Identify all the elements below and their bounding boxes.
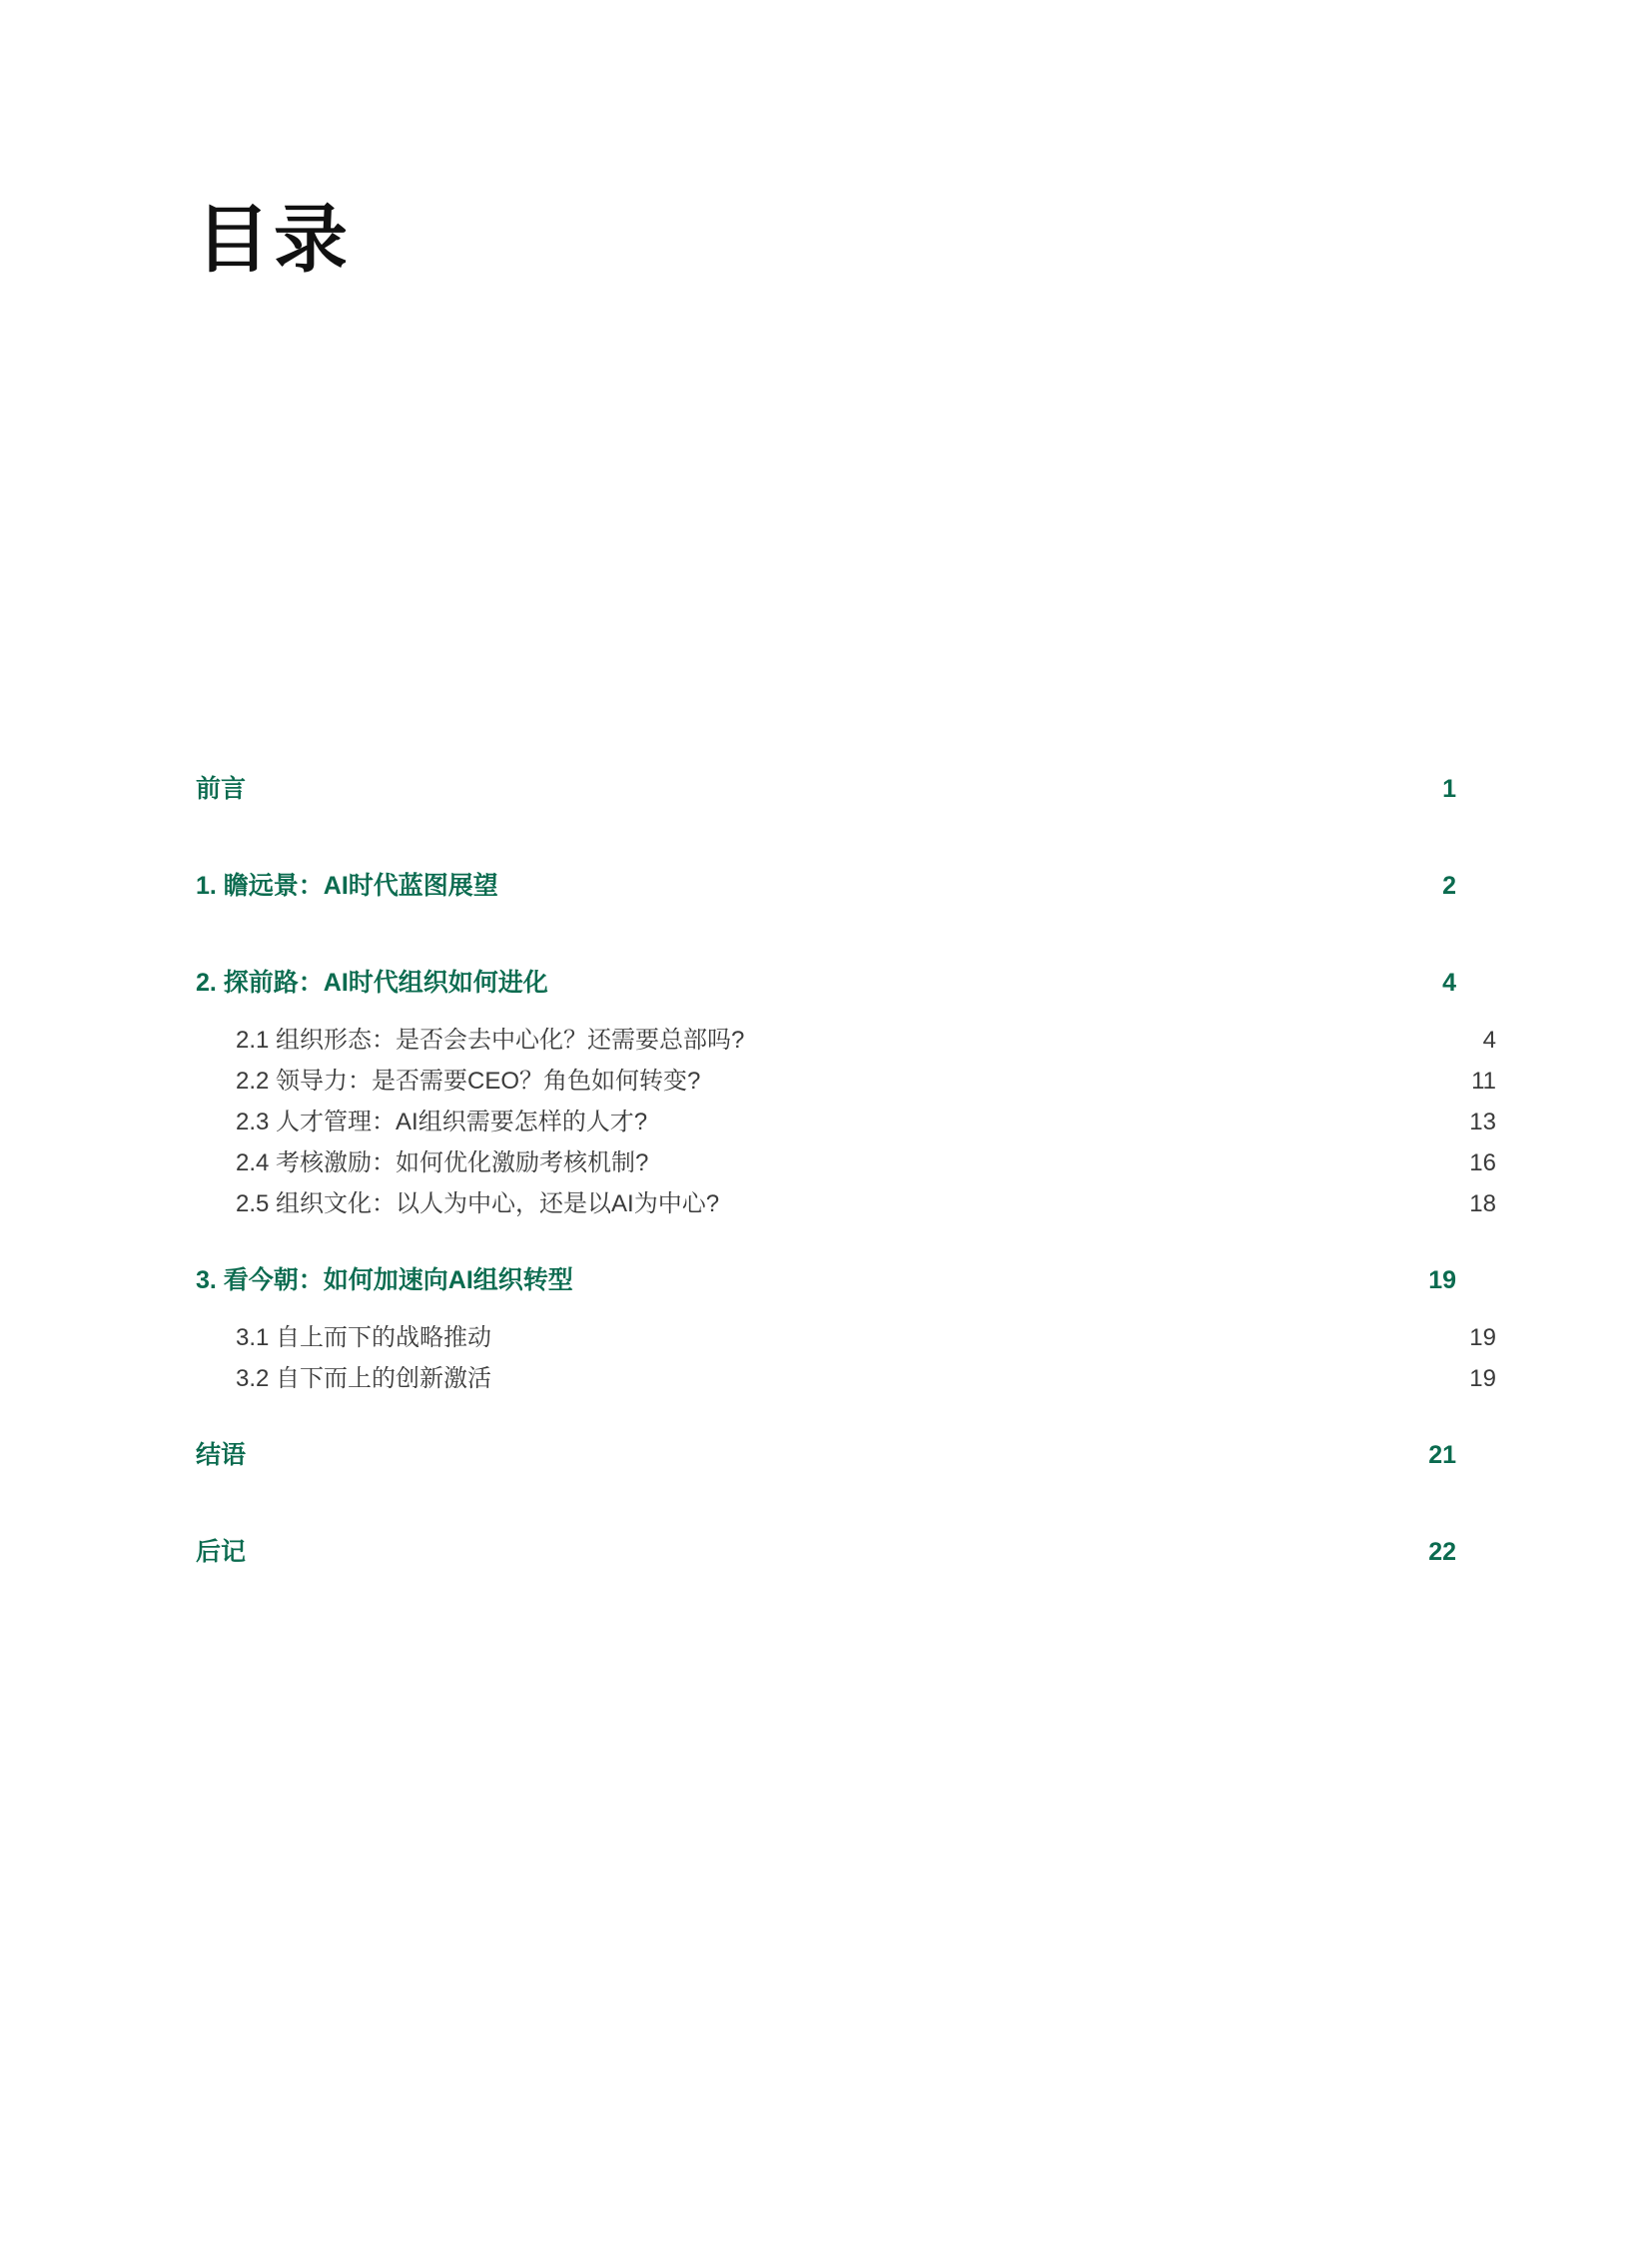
toc-entry-label: 3.1 自上而下的战略推动 xyxy=(236,1324,492,1351)
toc-entry-label: 2.1 组织形态：是否会去中心化？还需要总部吗? xyxy=(236,1027,745,1054)
toc-entry[interactable] xyxy=(196,1102,1496,1142)
toc-entry[interactable] xyxy=(196,1142,1496,1183)
table-of-contents xyxy=(196,769,1496,1573)
toc-entry-label: 3. 看今朝：如何加速向AI组织转型 xyxy=(196,1266,573,1294)
toc-entry[interactable] xyxy=(196,1260,1456,1301)
toc-entry-page-number: 21 xyxy=(1428,1441,1456,1469)
toc-entry[interactable] xyxy=(196,1532,1456,1573)
toc-entry-label: 3.2 自下而上的创新激活 xyxy=(236,1365,492,1392)
toc-entry-page-number: 2 xyxy=(1442,872,1456,900)
toc-entry-label: 1. 瞻远景：AI时代蓝图展望 xyxy=(196,872,498,900)
toc-entry-page-number: 19 xyxy=(1469,1365,1496,1392)
toc-entry-label: 后记 xyxy=(196,1538,247,1566)
toc-entry-label: 2.2 领导力：是否需要CEO？角色如何转变? xyxy=(236,1068,701,1095)
toc-entry-page-number: 13 xyxy=(1469,1109,1496,1135)
toc-spacer xyxy=(196,810,1456,866)
toc-entry[interactable] xyxy=(196,1317,1496,1358)
toc-spacer xyxy=(196,1476,1456,1532)
toc-entry-page-number: 4 xyxy=(1482,1027,1496,1054)
toc-entry[interactable] xyxy=(196,1020,1496,1061)
toc-entry-label: 2.4 考核激励：如何优化激励考核机制? xyxy=(236,1149,649,1176)
toc-spacer xyxy=(196,1004,1456,1020)
toc-entry-label: 结语 xyxy=(196,1441,247,1469)
toc-spacer xyxy=(196,1399,1456,1435)
page-title: 目录 xyxy=(196,196,352,283)
toc-entry[interactable] xyxy=(196,1061,1496,1102)
toc-entry-page-number: 22 xyxy=(1428,1538,1456,1566)
toc-entry[interactable] xyxy=(196,963,1456,1004)
toc-entry-label: 2.5 组织文化：以人为中心，还是以AI为中心? xyxy=(236,1190,720,1217)
toc-entry-page-number: 19 xyxy=(1428,1266,1456,1294)
toc-entry-page-number: 4 xyxy=(1442,969,1456,997)
toc-entry-label: 2. 探前路：AI时代组织如何进化 xyxy=(196,969,548,997)
toc-entry[interactable] xyxy=(196,769,1456,810)
toc-entry-page-number: 11 xyxy=(1471,1068,1496,1095)
toc-entry[interactable] xyxy=(196,1358,1496,1399)
toc-entry-label: 前言 xyxy=(196,775,247,803)
toc-entry[interactable] xyxy=(196,1183,1496,1224)
toc-spacer xyxy=(196,907,1456,963)
toc-entry-label: 2.3 人才管理：AI组织需要怎样的人才? xyxy=(236,1109,648,1135)
toc-spacer xyxy=(196,1301,1456,1317)
toc-entry[interactable] xyxy=(196,1435,1456,1476)
toc-spacer xyxy=(196,1224,1456,1260)
toc-entry-page-number: 18 xyxy=(1469,1190,1496,1217)
toc-entry-page-number: 16 xyxy=(1469,1149,1496,1176)
toc-entry-page-number: 1 xyxy=(1442,775,1456,803)
toc-entry-page-number: 19 xyxy=(1469,1324,1496,1351)
toc-entry[interactable] xyxy=(196,866,1456,907)
